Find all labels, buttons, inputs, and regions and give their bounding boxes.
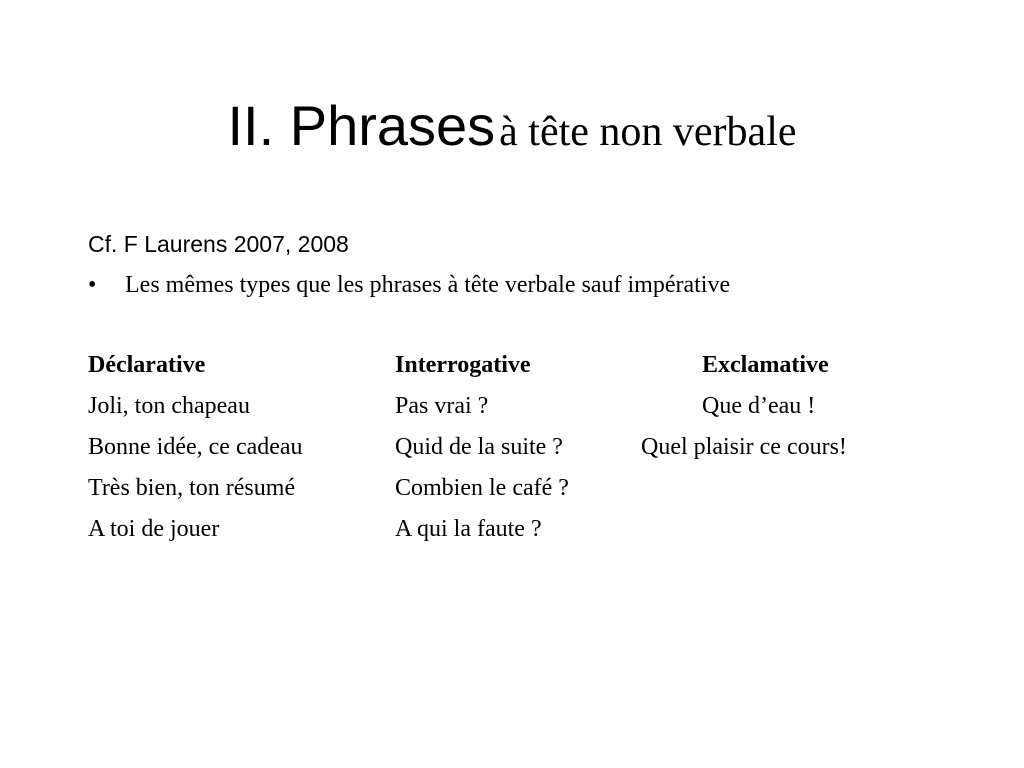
table-cell: Quid de la suite ? [395, 434, 563, 460]
header-interrogative: Interrogative [395, 352, 531, 378]
table-cell: A toi de jouer [88, 516, 220, 542]
table-cell: Joli, ton chapeau [88, 393, 250, 419]
table-row [88, 475, 988, 516]
table-row [88, 516, 988, 557]
table-cell: Combien le café ? [395, 475, 569, 501]
table-cell: Pas vrai ? [395, 393, 489, 419]
table-header-row [88, 352, 988, 393]
table-cell: Quel plaisir ce cours! [641, 434, 847, 460]
reference-line: Cf. F Laurens 2007, 2008 [88, 231, 349, 257]
table-row [88, 393, 988, 434]
header-exclamative: Exclamative [702, 352, 829, 378]
header-declarative: Déclarative [88, 352, 206, 378]
bullet-icon: • [88, 272, 97, 298]
table-cell: A qui la faute ? [395, 516, 542, 542]
sentence-types-table [88, 352, 988, 557]
table-cell: Bonne idée, ce cadeau [88, 434, 303, 460]
table-row [88, 434, 988, 475]
bullet-text: Les mêmes types que les phrases à tête verbale sauf impérative [125, 272, 731, 298]
title-subtitle: à tête non verbale [499, 109, 797, 155]
bullet-item [88, 272, 730, 299]
slide-title [0, 92, 1024, 159]
title-main: II. Phrases [227, 94, 496, 157]
table-cell: Très bien, ton résumé [88, 475, 296, 501]
table-cell: Que d’eau ! [702, 393, 816, 419]
